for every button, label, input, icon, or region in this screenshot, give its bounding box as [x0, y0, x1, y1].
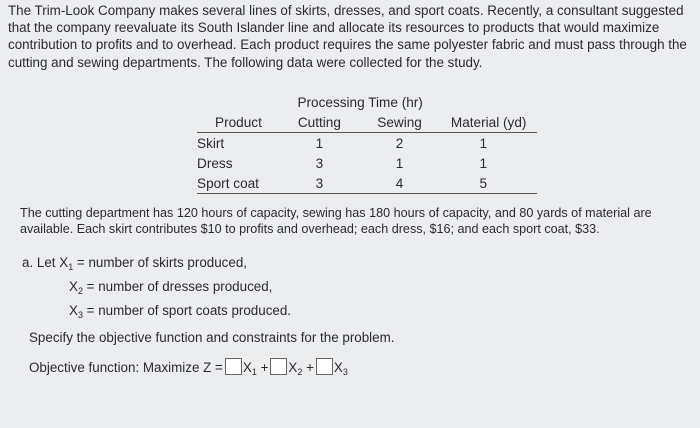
col-sewing: Sewing — [359, 112, 441, 133]
x3-coefficient-input[interactable] — [316, 358, 333, 375]
table-row — [197, 153, 537, 173]
objective-function: Objective function: Maximize $Z = X_1 + X_2 + X_3$ — [29, 360, 348, 377]
row-cutting: 3 — [280, 173, 359, 194]
variable-x1-definition: a. Let $X_1$ = number of skirts produced, — [22, 255, 247, 272]
specify-instruction: Specify the objective function and constraints for the problem. — [29, 330, 395, 345]
objective-label: Objective function: Maximize Z = — [29, 360, 223, 375]
variable-x2-definition: $X_2$ = number of dresses produced, — [69, 279, 273, 296]
row-product: Sport coat — [197, 173, 280, 194]
table-header-row — [197, 112, 537, 133]
processing-time-table — [197, 92, 537, 194]
part-a-label: a. Let — [22, 255, 56, 270]
row-material: 1 — [479, 155, 487, 171]
table-row — [197, 133, 537, 154]
row-product: Dress — [197, 155, 233, 171]
x2-coefficient-input[interactable] — [270, 358, 287, 375]
row-sewing: 2 — [395, 135, 404, 151]
x1-coefficient-input[interactable] — [225, 358, 242, 375]
variable-definitions — [22, 253, 291, 325]
row-cutting: 3 — [315, 155, 324, 171]
col-material: Material (yd) — [440, 112, 537, 133]
table-row — [197, 173, 537, 194]
row-sewing: 1 — [395, 155, 404, 171]
variable-x3-definition: $X_3$ = number of sport coats produced. — [69, 303, 291, 320]
row-sewing: 4 — [359, 173, 441, 194]
row-product: Skirt — [197, 135, 225, 151]
plus-sign: + — [260, 360, 269, 375]
col-cutting: Cutting — [280, 112, 359, 133]
capacity-paragraph: The cutting department has 120 hours of capacity, sewing has 180 hours of capacity, and 80 yards of material are available. Each skirt contributes $10 to profits and overhead; each dress, $16; and each sport coat, $33. — [20, 206, 652, 236]
row-material: 1 — [479, 135, 487, 151]
row-material: 5 — [440, 173, 537, 194]
processing-time-header: Processing Time (hr) — [297, 94, 423, 110]
problem-intro: The Trim-Look Company makes several lines of skirts, dresses, and sport coats. Recently, a consultant suggested that the company reevaluate its South Islander line and allocate its resources to products that would maximize contribution to profits and to overhead. Each product requires the same polyester fabric and must pass through the cutting and sewing departments. The following data were collected for the study. — [8, 3, 687, 70]
col-product: Product — [197, 112, 280, 133]
row-cutting: 1 — [315, 135, 324, 151]
plus-sign: + — [306, 360, 314, 375]
